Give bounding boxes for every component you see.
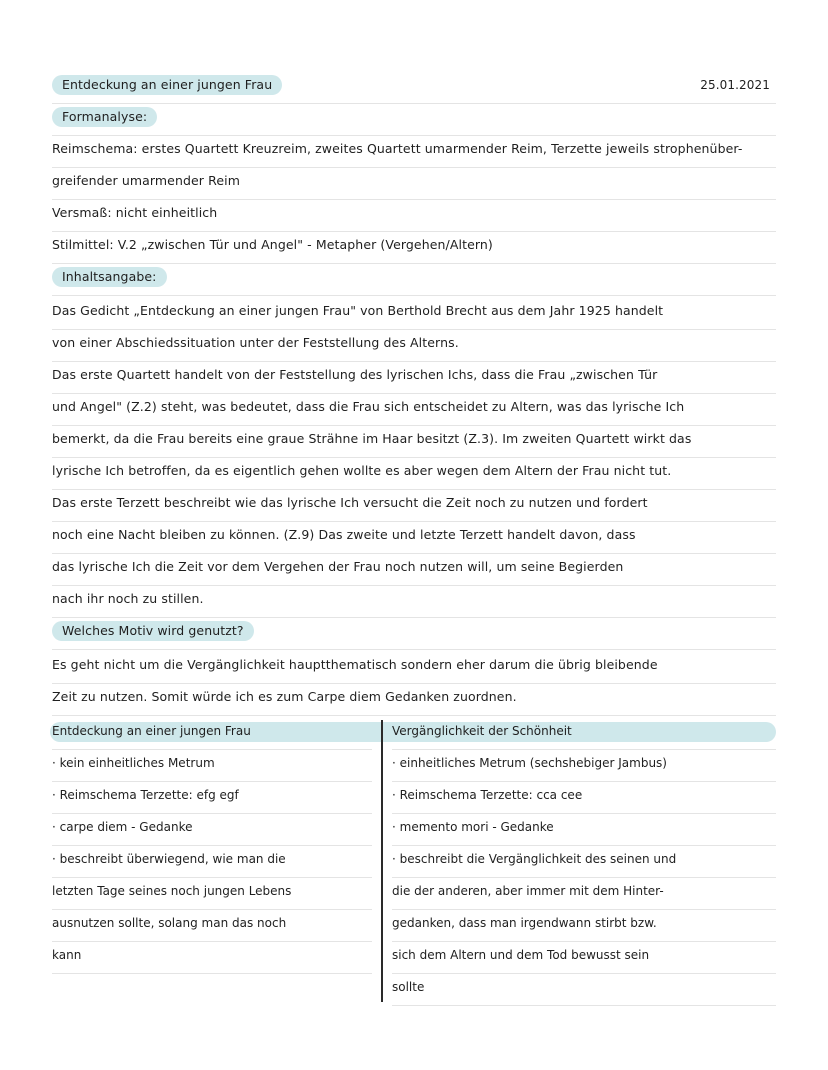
text-line: greifender umarmender Reim [52, 168, 776, 200]
text-line: von einer Abschiedssituation unter der Feststellung des Alterns. [52, 330, 776, 362]
text-line: Das Gedicht „Entdeckung an einer jungen Frau" von Berthold Brecht aus dem Jahr 1925 handelt [52, 298, 776, 330]
column-divider [381, 720, 383, 1002]
right-list-item: die der anderen, aber immer mit dem Hinter- [392, 878, 776, 910]
left-list-item: · kein einheitliches Metrum [52, 750, 372, 782]
text-line: lyrische Ich betroffen, da es eigentlich gehen wollte es aber wegen dem Altern der Frau nicht tut. [52, 458, 776, 490]
right-list-item: · beschreibt die Vergänglichkeit des seinen und [392, 846, 776, 878]
text-line: bemerkt, da die Frau bereits eine graue Strähne im Haar besitzt (Z.3). Im zweiten Quartett wirkt das [52, 426, 776, 458]
text-line: Stilmittel: V.2 „zwischen Tür und Angel" - Metapher (Vergehen/Altern) [52, 232, 776, 264]
right-list-item: sollte [392, 974, 776, 1006]
text-line: Es geht nicht um die Vergänglichkeit hauptthematisch sondern eher darum die übrig bleibende [52, 652, 776, 684]
text-line: Versmaß: nicht einheitlich [52, 200, 776, 232]
page-title: Entdeckung an einer jungen Frau [52, 75, 282, 95]
formanalyse-heading-row [52, 104, 776, 136]
left-list-item: ausnutzen sollte, solang man das noch [52, 910, 372, 942]
left-list-item: kann [52, 942, 372, 974]
motiv-heading: Welches Motiv wird genutzt? [52, 621, 254, 641]
right-list-item: · einheitliches Metrum (sechshebiger Jambus) [392, 750, 776, 782]
text-line: Reimschema: erstes Quartett Kreuzreim, zweites Quartett umarmender Reim, Terzette jeweils strophenüber- [52, 136, 776, 168]
text-line: das lyrische Ich die Zeit vor dem Vergehen der Frau noch nutzen will, um seine Begierden [52, 554, 776, 586]
right-list-item: gedanken, dass man irgendwann stirbt bzw. [392, 910, 776, 942]
inhaltsangabe-heading: Inhaltsangabe: [52, 267, 167, 287]
right-list-item: · memento mori - Gedanke [392, 814, 776, 846]
title-row [52, 72, 776, 104]
right-column-header: Vergänglichkeit der Schönheit [392, 718, 776, 750]
text-line: Das erste Terzett beschreibt wie das lyrische Ich versucht die Zeit noch zu nutzen und fordert [52, 490, 776, 522]
left-column-header: Entdeckung an einer jungen Frau [52, 718, 372, 750]
right-list-item: · Reimschema Terzette: cca cee [392, 782, 776, 814]
left-list-item: letzten Tage seines noch jungen Lebens [52, 878, 372, 910]
left-list-item: · carpe diem - Gedanke [52, 814, 372, 846]
text-line: und Angel" (Z.2) steht, was bedeutet, dass die Frau sich entscheidet zu Altern, was das lyrische Ich [52, 394, 776, 426]
left-list-item: · Reimschema Terzette: efg egf [52, 782, 372, 814]
text-line: Zeit zu nutzen. Somit würde ich es zum Carpe diem Gedanken zuordnen. [52, 684, 776, 716]
inhaltsangabe-heading-row [52, 264, 776, 296]
motiv-heading-row [52, 618, 776, 650]
formanalyse-heading: Formanalyse: [52, 107, 157, 127]
right-list-item: sich dem Altern und dem Tod bewusst sein [392, 942, 776, 974]
left-list-item: · beschreibt überwiegend, wie man die [52, 846, 372, 878]
date: 25.01.2021 [700, 78, 770, 92]
text-line: nach ihr noch zu stillen. [52, 586, 776, 618]
text-line: Das erste Quartett handelt von der Feststellung des lyrischen Ichs, dass die Frau „zwischen Tür [52, 362, 776, 394]
text-line: noch eine Nacht bleiben zu können. (Z.9) Das zweite und letzte Terzett handelt davon, dass [52, 522, 776, 554]
